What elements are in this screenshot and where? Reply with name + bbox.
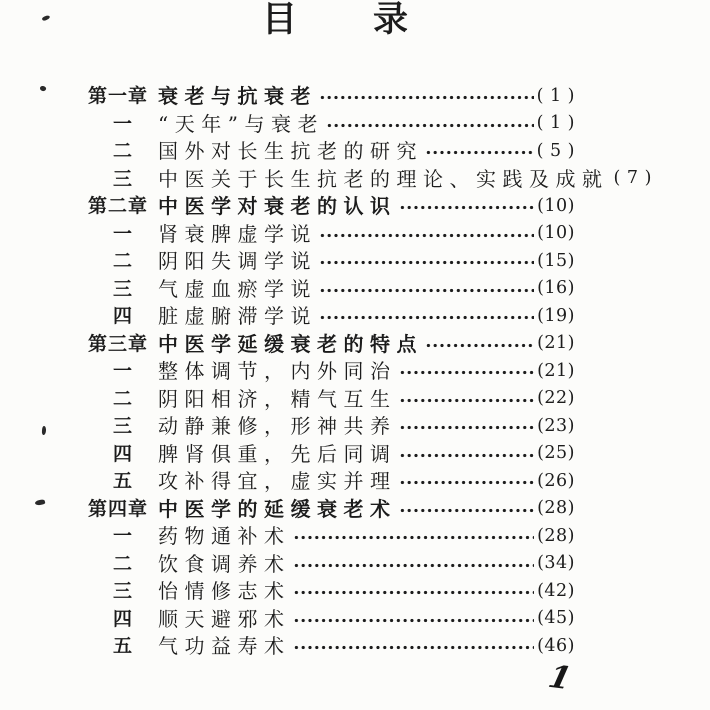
- toc-entry-page: (45): [537, 608, 575, 629]
- toc-row: [88, 356, 575, 384]
- toc-entry-title: 饮食调养术: [158, 551, 291, 576]
- toc-row: [88, 81, 575, 109]
- toc-row: [88, 274, 575, 302]
- toc-entry-page: (28): [537, 525, 575, 546]
- toc-entry-label: 一: [112, 222, 133, 245]
- toc-entry-title: 中医学对衰老的认识: [158, 194, 397, 219]
- toc-entry-title: 顺天避邪术: [158, 606, 291, 631]
- toc-row: [88, 631, 575, 659]
- dot-leader: [293, 588, 535, 597]
- toc-entry-title: 气功益寿术: [158, 634, 291, 659]
- toc-entry-title: 药物通补术: [158, 524, 291, 549]
- toc-entry-page: (46): [537, 635, 575, 656]
- toc-entry-label: 四: [112, 607, 133, 630]
- toc-entry-label: 二: [112, 552, 133, 575]
- toc-row: [88, 246, 575, 274]
- toc-entry-page: (10): [537, 195, 575, 216]
- toc-entry-label: 第四章: [88, 497, 149, 520]
- toc-row: [88, 219, 575, 247]
- toc-entry-label: 二: [112, 250, 133, 273]
- dot-leader: [399, 506, 535, 515]
- dot-leader: [293, 533, 535, 542]
- toc-entry-page: (15): [537, 250, 575, 271]
- toc-entry-label: 四: [112, 442, 133, 465]
- toc-entry-title: 怡情修志术: [158, 579, 291, 604]
- toc-entry-title: 肾衰脾虚学说: [158, 221, 317, 246]
- toc-entry-label: 三: [112, 277, 133, 300]
- toc-entry-title: 中医学延缓衰老的特点: [158, 331, 423, 356]
- toc-row: [88, 301, 575, 329]
- toc-row: [88, 439, 575, 467]
- toc-entry-page: ( 1 ): [536, 113, 575, 134]
- toc-list: [88, 81, 652, 659]
- toc-entry-page: (23): [537, 415, 575, 436]
- toc-entry-page: (10): [537, 223, 575, 244]
- toc-entry-label: 二: [112, 387, 133, 410]
- dot-leader: [319, 258, 534, 267]
- toc-row: [88, 549, 575, 577]
- dot-leader: [399, 478, 535, 487]
- page-title: 目 录: [261, 0, 410, 40]
- toc-entry-label: 一: [112, 525, 133, 548]
- toc-entry-page: (42): [537, 580, 575, 601]
- toc-entry-label: 三: [112, 415, 133, 438]
- toc-entry-label: 第三章: [88, 332, 149, 355]
- dot-leader: [425, 148, 534, 157]
- toc-entry-title: 中医学的延缓衰老术: [158, 496, 397, 521]
- toc-entry-page: ( 1 ): [536, 85, 575, 106]
- toc-row: [88, 109, 575, 137]
- toc-row: [88, 494, 575, 522]
- toc-entry-label: 一: [112, 112, 133, 135]
- dot-leader: [399, 203, 535, 212]
- toc-row: [88, 604, 575, 632]
- dot-leader: [319, 313, 534, 322]
- toc-entry-title: 脾肾俱重，先后同调: [158, 441, 397, 466]
- toc-row: [88, 466, 575, 494]
- toc-row: [88, 411, 575, 439]
- dot-leader: [319, 231, 534, 240]
- toc-entry-label: 第二章: [88, 195, 149, 218]
- toc-entry-page: (22): [537, 388, 575, 409]
- dot-leader: [319, 93, 534, 102]
- toc-entry-page: (25): [537, 443, 575, 464]
- toc-entry-label: 二: [112, 140, 133, 163]
- toc-entry-label: 四: [112, 305, 133, 328]
- toc-entry-page: (19): [537, 305, 575, 326]
- dot-leader: [319, 286, 534, 295]
- toc-row: [88, 136, 575, 164]
- toc-row: [88, 384, 575, 412]
- toc-entry-page: ( 5 ): [536, 140, 575, 161]
- toc-entry-title: 中医关于长生抗老的理论、实践及成就: [158, 166, 609, 191]
- toc-entry-label: 三: [112, 580, 133, 603]
- toc-entry-title: 气虚血瘀学说: [158, 276, 317, 301]
- toc-row: [88, 164, 652, 192]
- toc-entry-label: 五: [112, 635, 133, 658]
- ink-speckle: [42, 426, 47, 435]
- toc-row: [88, 191, 575, 219]
- dot-leader: [399, 451, 535, 460]
- toc-entry-page: (34): [537, 553, 575, 574]
- toc-entry-page: (21): [537, 360, 575, 381]
- dot-leader: [293, 643, 535, 652]
- dot-leader: [399, 423, 535, 432]
- toc-entry-title: 动静兼修，形神共养: [158, 414, 397, 439]
- dot-leader: [399, 368, 535, 377]
- ink-speckle: [35, 499, 46, 506]
- toc-entry-label: 第一章: [88, 85, 149, 108]
- dot-leader: [293, 561, 535, 570]
- toc-row: [88, 329, 575, 357]
- toc-entry-title: 阴阳失调学说: [158, 249, 317, 274]
- toc-entry-title: 阴阳相济，精气互生: [158, 386, 397, 411]
- toc-entry-label: 三: [112, 167, 133, 190]
- toc-entry-page: (16): [537, 278, 575, 299]
- toc-entry-title: 整体调节，内外同治: [158, 359, 397, 384]
- toc-entry-page: (28): [537, 498, 575, 519]
- dot-leader: [326, 121, 534, 130]
- toc-entry-page: ( 7 ): [613, 168, 652, 189]
- toc-entry-label: 一: [112, 360, 133, 383]
- toc-entry-page: (26): [537, 470, 575, 491]
- dot-leader: [425, 341, 534, 350]
- toc-entry-title: “天年”与衰老: [158, 111, 324, 136]
- ink-speckle: [39, 85, 47, 92]
- toc-entry-title: 脏虚腑滞学说: [158, 304, 317, 329]
- dot-leader: [293, 616, 535, 625]
- toc-entry-label: 五: [112, 470, 133, 493]
- toc-entry-page: (21): [537, 333, 575, 354]
- toc-entry-title: 攻补得宜，虚实并理: [158, 469, 397, 494]
- toc-row: [88, 576, 575, 604]
- dot-leader: [399, 396, 535, 405]
- handwritten-page-number: 1: [545, 659, 575, 697]
- toc-row: [88, 521, 575, 549]
- toc-entry-title: 国外对长生抗老的研究: [158, 139, 423, 164]
- toc-entry-title: 衰老与抗衰老: [158, 84, 317, 109]
